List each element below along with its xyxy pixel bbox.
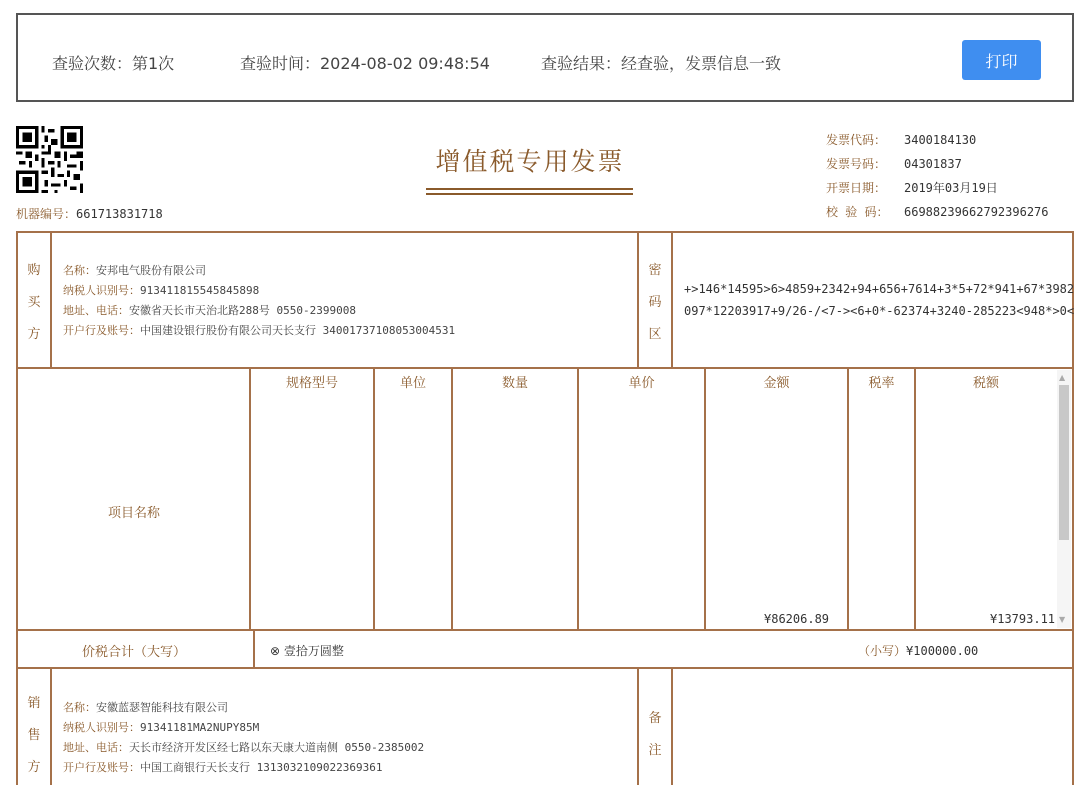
buyer-taxid: 纳税人识别号：913411815545845898 — [63, 284, 260, 297]
invoice-code-label: 发票代码： — [826, 133, 887, 147]
divider — [671, 231, 673, 368]
column-qty: 数量 — [501, 376, 528, 391]
grand-total-upper-value: 壹拾万圆整 — [283, 644, 344, 658]
check-code: 66988239662792396276 — [904, 205, 1049, 219]
remarks-section-label: 备 注 — [648, 711, 662, 758]
buyer-info — [63, 261, 455, 341]
buyer-bank: 开户行及账号：中国建设银行股份有限公司天长支行 34001737108053004531 — [63, 324, 456, 337]
divider — [249, 367, 251, 630]
divider — [577, 367, 579, 630]
divider — [914, 367, 916, 630]
qr-code-icon — [16, 126, 83, 193]
scroll-down-icon[interactable]: ▼ — [1059, 615, 1066, 624]
divider — [253, 629, 255, 668]
invoice-code-row — [826, 131, 976, 148]
grand-total-lower-value: ¥100000.00 — [906, 644, 979, 658]
invoice-date-row — [826, 179, 998, 196]
check-code-label: 校 验 码： — [826, 205, 889, 219]
verification-bar — [16, 13, 1074, 102]
grand-total-upper — [270, 642, 344, 659]
scroll-up-icon[interactable]: ▲ — [1059, 373, 1066, 382]
column-price: 单价 — [628, 376, 655, 391]
cipher-section-label: 密 码 区 — [648, 263, 662, 342]
invoice-date-label: 开票日期： — [826, 181, 887, 195]
machine-number-label: 机器编号： — [16, 207, 77, 221]
check-count: 查验次数：第1次 — [52, 54, 175, 73]
invoice-date: 2019年03月19日 — [904, 181, 998, 195]
check-code-row — [826, 203, 1049, 220]
buyer-section-label: 购 买 方 — [27, 263, 41, 342]
divider — [373, 367, 375, 630]
invoice-number-label: 发票号码： — [826, 157, 887, 171]
circled-x-icon: ⊗ — [270, 644, 281, 658]
buyer-name: 名称：安邦电气股份有限公司 — [63, 264, 206, 277]
seller-taxid: 纳税人识别号：91341181MA2NUPY85M — [63, 721, 260, 734]
tax-total: ¥13793.11 — [990, 612, 1056, 626]
items-scrollbar-thumb[interactable] — [1059, 385, 1069, 540]
seller-address: 地址、电话：天长市经济开发区经七路以东天康大道南侧 0550-2385002 — [63, 741, 425, 754]
divider — [637, 667, 639, 785]
machine-number-value: 661713831718 — [76, 207, 163, 221]
title-underline — [426, 188, 633, 190]
grand-total-lower — [858, 642, 978, 659]
column-rate: 税率 — [868, 376, 895, 391]
invoice-number-row — [826, 155, 962, 172]
divider — [671, 667, 673, 785]
invoice-number: 04301837 — [904, 157, 962, 171]
invoice-title: 增值税专用发票 — [435, 147, 625, 176]
buyer-address: 地址、电话：安徽省天长市天治北路288号 0550-2399008 — [63, 304, 356, 317]
grand-total-lower-label: （小写） — [858, 644, 907, 658]
column-amount: 金额 — [763, 376, 790, 391]
check-result: 查验结果：经查验，发票信息一致 — [541, 54, 782, 73]
cipher-line-1: +>146*14595>6>4859+2342+94+656+7614+3*5+72*941+67*3982 — [684, 282, 1075, 296]
divider — [704, 367, 706, 630]
seller-info — [63, 698, 424, 778]
divider — [451, 367, 453, 630]
divider — [50, 231, 52, 368]
divider — [16, 667, 1074, 669]
print-button[interactable]: 打印 — [962, 40, 1041, 80]
divider — [847, 367, 849, 630]
machine-number — [16, 205, 163, 222]
amount-total: ¥86206.89 — [764, 612, 830, 626]
seller-bank: 开户行及账号：中国工商银行天长支行 1313032109022369361 — [63, 761, 383, 774]
seller-section-label: 销 售 方 — [27, 696, 41, 775]
invoice-code: 3400184130 — [904, 133, 977, 147]
column-spec: 规格型号 — [285, 376, 338, 391]
column-tax: 税额 — [972, 376, 999, 391]
divider — [16, 629, 1074, 631]
check-time: 查验时间：2024-08-02 09:48:54 — [240, 54, 490, 73]
seller-name: 名称：安徽蓝瑟智能科技有限公司 — [63, 701, 228, 714]
column-unit: 单位 — [399, 376, 426, 391]
title-underline — [426, 193, 633, 195]
divider — [50, 667, 52, 785]
grand-total-label: 价税合计（大写） — [82, 645, 187, 660]
column-item-name: 项目名称 — [108, 506, 161, 521]
cipher-line-2: 097*12203917+9/26-/<7-><6+0*-62374+3240-285223<948*>0< — [684, 304, 1075, 318]
divider — [637, 231, 639, 368]
